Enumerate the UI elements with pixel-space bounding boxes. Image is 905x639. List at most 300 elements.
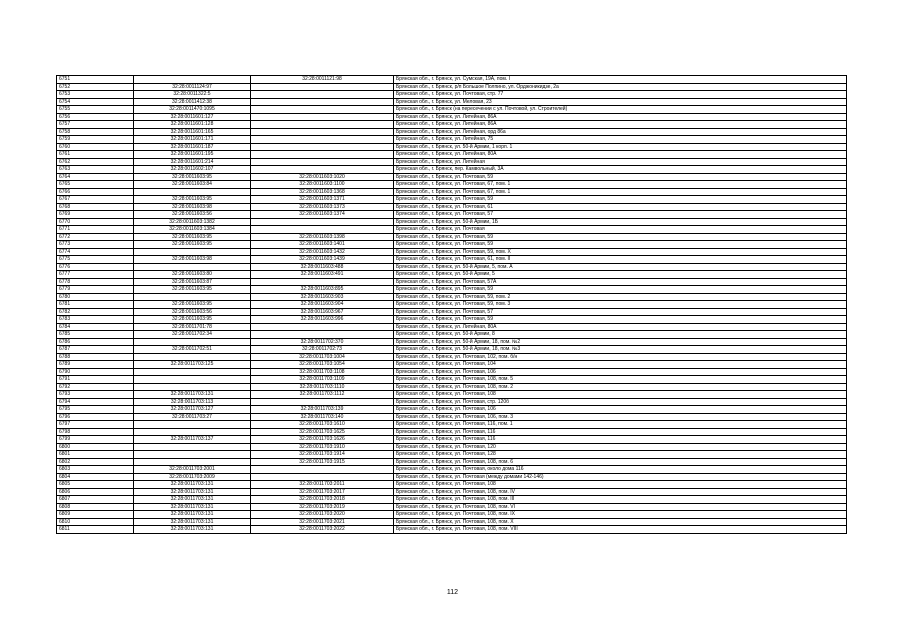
row-number-cell: 6804: [57, 473, 134, 481]
land-cadastral-number-cell: 32:28:0011703:2001: [134, 466, 251, 474]
land-cadastral-number-cell: [134, 383, 251, 391]
land-cadastral-number-cell: 32:28:0011703:137: [134, 436, 251, 444]
registry-table: [56, 75, 847, 534]
land-cadastral-number-cell: 32:28:0011601:214: [134, 158, 251, 166]
land-cadastral-number-cell: 32:28:0011703:125: [134, 361, 251, 369]
row-number-cell: 6773: [57, 241, 134, 249]
object-cadastral-number-cell: [251, 91, 394, 99]
table-row: [57, 458, 847, 466]
land-cadastral-number-cell: 32:28:0011601:165: [134, 128, 251, 136]
object-cadastral-number-cell: 32:28:0011703:1610: [251, 421, 394, 429]
land-cadastral-number-cell: [134, 293, 251, 301]
table-row: [57, 308, 847, 316]
table-row: [57, 331, 847, 339]
land-cadastral-number-cell: [134, 263, 251, 271]
land-cadastral-number-cell: 32:28:0011601:187: [134, 143, 251, 151]
table-row: [57, 488, 847, 496]
land-cadastral-number-cell: 32:28:0011603:95: [134, 241, 251, 249]
table-row: [57, 301, 847, 309]
address-cell: Брянская обл., г. Брянск, ул. Почтовая, 59, пом. 2: [394, 293, 847, 301]
address-cell: Брянская обл., г. Брянск, ул. Почтовая, 59: [394, 316, 847, 324]
address-cell: Брянская обл., г. Брянск, ул. Почтовая, 108, пом. IX: [394, 511, 847, 519]
address-cell: Брянская обл., г. Брянск, ул. Литейная, 80А: [394, 151, 847, 159]
object-cadastral-number-cell: 32:28:0011703:140: [251, 413, 394, 421]
land-cadastral-number-cell: 32:28:0011703:113: [134, 398, 251, 406]
object-cadastral-number-cell: 32:28:0011703:2019: [251, 503, 394, 511]
row-number-cell: 6758: [57, 128, 134, 136]
table-row: [57, 518, 847, 526]
table-row: [57, 368, 847, 376]
row-number-cell: 6811: [57, 526, 134, 534]
object-cadastral-number-cell: [251, 121, 394, 129]
row-number-cell: 6772: [57, 233, 134, 241]
row-number-cell: 6785: [57, 331, 134, 339]
address-cell: Брянская обл., г. Брянск, ул. Почтовая, стр. 120б: [394, 398, 847, 406]
object-cadastral-number-cell: 32:28:0011603:1439: [251, 256, 394, 264]
object-cadastral-number-cell: [251, 113, 394, 121]
object-cadastral-number-cell: [251, 226, 394, 234]
land-cadastral-number-cell: 32:28:0011601:195: [134, 151, 251, 159]
table-row: [57, 173, 847, 181]
land-cadastral-number-cell: 32:28:0011603:95: [134, 316, 251, 324]
table-row: [57, 196, 847, 204]
row-number-cell: 6783: [57, 316, 134, 324]
address-cell: Брянская обл., г. Брянск, ул. 50-й Армии, 1Б: [394, 218, 847, 226]
row-number-cell: 6808: [57, 503, 134, 511]
table-row: [57, 376, 847, 384]
address-cell: Брянская обл., г. Брянск, ул. Почтовая, 59: [394, 233, 847, 241]
object-cadastral-number-cell: 32:28:0011703:139: [251, 406, 394, 414]
row-number-cell: 6752: [57, 83, 134, 91]
address-cell: Брянская обл., г. Брянск, ул. Почтовая, 106, пом. 3: [394, 413, 847, 421]
address-cell: Брянская обл., г. Брянск, ул. Почтовая, 61: [394, 203, 847, 211]
row-number-cell: 6778: [57, 278, 134, 286]
object-cadastral-number-cell: 32:28:0011603:1373: [251, 203, 394, 211]
table-row: [57, 128, 847, 136]
land-cadastral-number-cell: 32:28:0011703:131: [134, 518, 251, 526]
land-cadastral-number-cell: [134, 338, 251, 346]
row-number-cell: 6780: [57, 293, 134, 301]
table-row: [57, 443, 847, 451]
object-cadastral-number-cell: [251, 106, 394, 114]
object-cadastral-number-cell: 32:28:0011603:904: [251, 301, 394, 309]
land-cadastral-number-cell: 32:28:0011603:87: [134, 278, 251, 286]
object-cadastral-number-cell: [251, 473, 394, 481]
address-cell: Брянская обл., г. Брянск, ул. Сумская, 19А, пом. I: [394, 76, 847, 84]
object-cadastral-number-cell: 32:28:0011603:996: [251, 316, 394, 324]
land-cadastral-number-cell: 32:28:0011703:27: [134, 413, 251, 421]
land-cadastral-number-cell: 32:28:0011703:131: [134, 488, 251, 496]
land-cadastral-number-cell: 32:28:0011703:131: [134, 526, 251, 534]
table-row: [57, 121, 847, 129]
table-row: [57, 203, 847, 211]
table-row: [57, 271, 847, 279]
address-cell: Брянская обл., г. Брянск, ул. Почтовая: [394, 226, 847, 234]
object-cadastral-number-cell: 32:28:0011703:2017: [251, 488, 394, 496]
row-number-cell: 6767: [57, 196, 134, 204]
table-row: [57, 398, 847, 406]
object-cadastral-number-cell: 32:28:0011703:1626: [251, 436, 394, 444]
land-cadastral-number-cell: 32:28:0011603:95: [134, 196, 251, 204]
table-row: [57, 503, 847, 511]
address-cell: Брянская обл., г. Брянск, ул. Почтовая, 108, пом. IV: [394, 488, 847, 496]
table-row: [57, 143, 847, 151]
table-row: [57, 293, 847, 301]
object-cadastral-number-cell: [251, 128, 394, 136]
row-number-cell: 6802: [57, 458, 134, 466]
land-cadastral-number-cell: 32:28:0011124:97: [134, 83, 251, 91]
row-number-cell: 6798: [57, 428, 134, 436]
object-cadastral-number-cell: [251, 331, 394, 339]
address-cell: Брянская обл., г. Брянск, ул. Меловая, 23: [394, 98, 847, 106]
table-row: [57, 106, 847, 114]
row-number-cell: 6781: [57, 301, 134, 309]
object-cadastral-number-cell: 32:28:0011703:1112: [251, 391, 394, 399]
row-number-cell: 6771: [57, 226, 134, 234]
table-row: [57, 511, 847, 519]
address-cell: Брянская обл., г. Брянск, ул. Почтовая, 108, пом. VIII: [394, 526, 847, 534]
object-cadastral-number-cell: 32:28:0011703:1914: [251, 451, 394, 459]
object-cadastral-number-cell: 32:28:0011703:1004: [251, 353, 394, 361]
table-row: [57, 136, 847, 144]
table-row: [57, 263, 847, 271]
row-number-cell: 6810: [57, 518, 134, 526]
address-cell: Брянская обл., г. Брянск, ул. Почтовая, 108, пом. 5: [394, 376, 847, 384]
table-row: [57, 353, 847, 361]
table-row: [57, 158, 847, 166]
row-number-cell: 6787: [57, 346, 134, 354]
land-cadastral-number-cell: 32:28:0011601:128: [134, 121, 251, 129]
row-number-cell: 6760: [57, 143, 134, 151]
land-cadastral-number-cell: 32:28:0011603:95: [134, 301, 251, 309]
object-cadastral-number-cell: 32:28:0011703:1108: [251, 368, 394, 376]
object-cadastral-number-cell: 32:28:0011603:488: [251, 263, 394, 271]
address-cell: Брянская обл., г. Брянск, ул. Почтовая, 61, пом. II: [394, 256, 847, 264]
address-cell: Брянская обл., г. Брянск, ул. Почтовая, 116: [394, 428, 847, 436]
row-number-cell: 6762: [57, 158, 134, 166]
table-row: [57, 188, 847, 196]
land-cadastral-number-cell: 32:28:0011703:2009: [134, 473, 251, 481]
row-number-cell: 6803: [57, 466, 134, 474]
address-cell: Брянская обл., г. Брянск, ул. Почтовая, 108, пом. III: [394, 496, 847, 504]
table-row: [57, 286, 847, 294]
registry-table-body: [57, 76, 847, 534]
address-cell: Брянская обл., г. Брянск, ул. Почтовая, 59: [394, 241, 847, 249]
row-number-cell: 6755: [57, 106, 134, 114]
row-number-cell: 6809: [57, 511, 134, 519]
land-cadastral-number-cell: 32:28:0011602:107: [134, 166, 251, 174]
table-row: [57, 98, 847, 106]
row-number-cell: 6794: [57, 398, 134, 406]
address-cell: Брянская обл., г. Брянск, ул. Литейная, 86А: [394, 113, 847, 121]
table-row: [57, 473, 847, 481]
row-number-cell: 6786: [57, 338, 134, 346]
land-cadastral-number-cell: [134, 353, 251, 361]
land-cadastral-number-cell: 32:28:0011603:1384: [134, 226, 251, 234]
row-number-cell: 6770: [57, 218, 134, 226]
object-cadastral-number-cell: 32:28:0011702:73: [251, 346, 394, 354]
address-cell: Брянская обл., г. Брянск, ул. Почтовая, 59, пом. 3: [394, 301, 847, 309]
land-cadastral-number-cell: 32:28:0011603:80: [134, 271, 251, 279]
table-row: [57, 361, 847, 369]
address-cell: Брянская обл., г. Брянск, пер. Камвольный, 3А: [394, 166, 847, 174]
object-cadastral-number-cell: 32:28:0011603:903: [251, 293, 394, 301]
row-number-cell: 6759: [57, 136, 134, 144]
table-row: [57, 451, 847, 459]
object-cadastral-number-cell: 32:28:0011703:1109: [251, 376, 394, 384]
address-cell: Брянская обл., г. Брянск, ул. 50-й Армии, 8: [394, 331, 847, 339]
row-number-cell: 6788: [57, 353, 134, 361]
table-row: [57, 166, 847, 174]
address-cell: Брянская обл., г. Брянск, ул. Почтовая, 108, пом. Х: [394, 518, 847, 526]
land-cadastral-number-cell: [134, 376, 251, 384]
land-cadastral-number-cell: 32:28:0011703:131: [134, 391, 251, 399]
land-cadastral-number-cell: [134, 458, 251, 466]
object-cadastral-number-cell: 32:28:0011703:1915: [251, 458, 394, 466]
address-cell: Брянская обл., г. Брянск, ул. Почтовая, 59: [394, 286, 847, 294]
address-cell: Брянская обл., г. Брянск, ул. Литейная, 75: [394, 136, 847, 144]
address-cell: Брянская обл., г. Брянск, ул. 50-й Армии, 1 корп. 1: [394, 143, 847, 151]
table-row: [57, 256, 847, 264]
row-number-cell: 6754: [57, 98, 134, 106]
object-cadastral-number-cell: [251, 98, 394, 106]
address-cell: Брянская обл., г. Брянск, ул. Почтовая, около дома 116: [394, 466, 847, 474]
land-cadastral-number-cell: [134, 443, 251, 451]
address-cell: Брянская обл., г. Брянск, ул. Почтовая, 59: [394, 196, 847, 204]
row-number-cell: 6776: [57, 263, 134, 271]
land-cadastral-number-cell: [134, 76, 251, 84]
object-cadastral-number-cell: 32:28:0011703:1910: [251, 443, 394, 451]
table-row: [57, 278, 847, 286]
object-cadastral-number-cell: 32:28:0011603:1374: [251, 211, 394, 219]
table-row: [57, 481, 847, 489]
table-row: [57, 466, 847, 474]
table-row: [57, 91, 847, 99]
address-cell: Брянская обл., г. Брянск (на пересечении с ул. Почтовой, ул. Строителей): [394, 106, 847, 114]
row-number-cell: 6797: [57, 421, 134, 429]
land-cadastral-number-cell: 32:28:0011412:38: [134, 98, 251, 106]
address-cell: Брянская обл., г. Брянск, ул. Почтовая, 120: [394, 443, 847, 451]
object-cadastral-number-cell: 32:28:0011603:1371: [251, 196, 394, 204]
row-number-cell: 6782: [57, 308, 134, 316]
table-row: [57, 151, 847, 159]
table-row: [57, 526, 847, 534]
land-cadastral-number-cell: 32:28:0011603:95: [134, 173, 251, 181]
object-cadastral-number-cell: 32:28:0011703:2011: [251, 481, 394, 489]
table-row: [57, 436, 847, 444]
row-number-cell: 6769: [57, 211, 134, 219]
object-cadastral-number-cell: 32:28:0011603:1432: [251, 248, 394, 256]
row-number-cell: 6800: [57, 443, 134, 451]
address-cell: Брянская обл., г. Брянск, ул. Почтовая, 116: [394, 436, 847, 444]
address-cell: Брянская обл., г. Брянск, ул. Почтовая (между домами 142-146): [394, 473, 847, 481]
row-number-cell: 6766: [57, 188, 134, 196]
row-number-cell: 6791: [57, 376, 134, 384]
row-number-cell: 6805: [57, 481, 134, 489]
address-cell: Брянская обл., г. Брянск, ул. Почтовая, 108: [394, 481, 847, 489]
object-cadastral-number-cell: 32:28:0011603:967: [251, 308, 394, 316]
row-number-cell: 6801: [57, 451, 134, 459]
object-cadastral-number-cell: 32:28:0011703:1625: [251, 428, 394, 436]
table-row: [57, 421, 847, 429]
address-cell: Брянская обл., г. Брянск, ул. Почтовая, 102, пом. б/н: [394, 353, 847, 361]
address-cell: Брянская обл., г. Брянск, ул. 50-й Армии, 18, пом. №2: [394, 338, 847, 346]
object-cadastral-number-cell: [251, 136, 394, 144]
address-cell: Брянская обл., г. Брянск, ул. Почтовая, 59: [394, 173, 847, 181]
object-cadastral-number-cell: 32:28:0011703:1110: [251, 383, 394, 391]
land-cadastral-number-cell: 32:28:0011322:5: [134, 91, 251, 99]
page-number: 112: [446, 589, 459, 596]
object-cadastral-number-cell: 32:28:0011603:1100: [251, 181, 394, 189]
object-cadastral-number-cell: 32:28:0011603:1398: [251, 233, 394, 241]
land-cadastral-number-cell: 32:28:0011603:98: [134, 203, 251, 211]
object-cadastral-number-cell: 32:28:0011603:1020: [251, 173, 394, 181]
table-row: [57, 218, 847, 226]
address-cell: Брянская обл., г. Брянск, ул. Почтовая, 57: [394, 308, 847, 316]
table-row: [57, 338, 847, 346]
address-cell: Брянская обл., г. Брянск, р/п Большое Полпино, ул. Орджоникидзе, 2а: [394, 83, 847, 91]
table-row: [57, 323, 847, 331]
object-cadastral-number-cell: [251, 151, 394, 159]
row-number-cell: 6774: [57, 248, 134, 256]
land-cadastral-number-cell: 32:28:0011703:131: [134, 481, 251, 489]
row-number-cell: 6807: [57, 496, 134, 504]
row-number-cell: 6795: [57, 406, 134, 414]
land-cadastral-number-cell: 32:28:0011603:95: [134, 286, 251, 294]
land-cadastral-number-cell: 32:28:0011470:1095: [134, 106, 251, 114]
table-row: [57, 181, 847, 189]
land-cadastral-number-cell: [134, 421, 251, 429]
land-cadastral-number-cell: 32:28:0011701:78: [134, 323, 251, 331]
address-cell: Брянская обл., г. Брянск, ул. Литейная, орд 86а: [394, 128, 847, 136]
row-number-cell: 6792: [57, 383, 134, 391]
table-row: [57, 241, 847, 249]
row-number-cell: 6765: [57, 181, 134, 189]
land-cadastral-number-cell: [134, 368, 251, 376]
object-cadastral-number-cell: [251, 158, 394, 166]
object-cadastral-number-cell: [251, 143, 394, 151]
land-cadastral-number-cell: 32:28:0011601:127: [134, 113, 251, 121]
object-cadastral-number-cell: 32:28:0011121:98: [251, 76, 394, 84]
table-row: [57, 496, 847, 504]
address-cell: Брянская обл., г. Брянск, ул. Литейная: [394, 158, 847, 166]
land-cadastral-number-cell: [134, 248, 251, 256]
table-row: [57, 248, 847, 256]
row-number-cell: 6793: [57, 391, 134, 399]
address-cell: Брянская обл., г. Брянск, ул. Почтовая, 116, пом. 1: [394, 421, 847, 429]
land-cadastral-number-cell: 32:28:0011603:1382: [134, 218, 251, 226]
object-cadastral-number-cell: [251, 83, 394, 91]
row-number-cell: 6751: [57, 76, 134, 84]
row-number-cell: 6796: [57, 413, 134, 421]
table-row: [57, 391, 847, 399]
object-cadastral-number-cell: 32:28:0011703:2021: [251, 518, 394, 526]
row-number-cell: 6757: [57, 121, 134, 129]
land-cadastral-number-cell: 32:28:0011702:51: [134, 346, 251, 354]
table-row: [57, 346, 847, 354]
object-cadastral-number-cell: [251, 278, 394, 286]
table-row: [57, 316, 847, 324]
object-cadastral-number-cell: [251, 398, 394, 406]
land-cadastral-number-cell: [134, 188, 251, 196]
table-row: [57, 83, 847, 91]
table-row: [57, 413, 847, 421]
land-cadastral-number-cell: [134, 451, 251, 459]
address-cell: Брянская обл., г. Брянск, ул. Почтовая, 57А: [394, 278, 847, 286]
row-number-cell: 6799: [57, 436, 134, 444]
row-number-cell: 6764: [57, 173, 134, 181]
object-cadastral-number-cell: 32:28:0011703:2020: [251, 511, 394, 519]
address-cell: Брянская обл., г. Брянск, ул. 50-й Армии, 5, пом. А: [394, 263, 847, 271]
land-cadastral-number-cell: 32:28:0011603:84: [134, 181, 251, 189]
land-cadastral-number-cell: 32:28:0011603:95: [134, 233, 251, 241]
object-cadastral-number-cell: 32:28:0011603:1401: [251, 241, 394, 249]
object-cadastral-number-cell: [251, 466, 394, 474]
row-number-cell: 6784: [57, 323, 134, 331]
address-cell: Брянская обл., г. Брянск, ул. Почтовая, 108: [394, 391, 847, 399]
address-cell: Брянская обл., г. Брянск, ул. Литейная, 86А: [394, 121, 847, 129]
row-number-cell: 6756: [57, 113, 134, 121]
land-cadastral-number-cell: 32:28:0011603:98: [134, 256, 251, 264]
row-number-cell: 6763: [57, 166, 134, 174]
address-cell: Брянская обл., г. Брянск, ул. Почтовая, 59, пом. Х: [394, 248, 847, 256]
address-cell: Брянская обл., г. Брянск, ул. Почтовая, 57: [394, 211, 847, 219]
address-cell: Брянская обл., г. Брянск, ул. 50-й Армии, 18, пом. №3: [394, 346, 847, 354]
land-cadastral-number-cell: 32:28:0011603:56: [134, 308, 251, 316]
address-cell: Брянская обл., г. Брянск, ул. Почтовая, 104: [394, 361, 847, 369]
object-cadastral-number-cell: 32:28:0011702:370: [251, 338, 394, 346]
object-cadastral-number-cell: 32:28:0011703:2022: [251, 526, 394, 534]
row-number-cell: 6768: [57, 203, 134, 211]
object-cadastral-number-cell: 32:28:0011703:2018: [251, 496, 394, 504]
table-row: [57, 226, 847, 234]
table-row: [57, 428, 847, 436]
table-row: [57, 76, 847, 84]
land-cadastral-number-cell: 32:28:0011603:56: [134, 211, 251, 219]
address-cell: Брянская обл., г. Брянск, ул. Почтовая, 67, пом. 1: [394, 181, 847, 189]
object-cadastral-number-cell: 32:28:0011603:491: [251, 271, 394, 279]
row-number-cell: 6775: [57, 256, 134, 264]
table-row: [57, 406, 847, 414]
table-row: [57, 383, 847, 391]
address-cell: Брянская обл., г. Брянск, ул. 50-й Армии, 5: [394, 271, 847, 279]
address-cell: Брянская обл., г. Брянск, ул. Почтовая, стр. 77: [394, 91, 847, 99]
address-cell: Брянская обл., г. Брянск, ул. Почтовая, 108, пом. 6: [394, 458, 847, 466]
address-cell: Брянская обл., г. Брянск, ул. Почтовая, 108, пом. VI: [394, 503, 847, 511]
land-cadastral-number-cell: [134, 428, 251, 436]
land-cadastral-number-cell: 32:28:0011703:127: [134, 406, 251, 414]
object-cadastral-number-cell: [251, 166, 394, 174]
address-cell: Брянская обл., г. Брянск, ул. Почтовая, 106: [394, 406, 847, 414]
land-cadastral-number-cell: 32:28:0011703:131: [134, 511, 251, 519]
address-cell: Брянская обл., г. Брянск, ул. Почтовая, 106: [394, 368, 847, 376]
object-cadastral-number-cell: [251, 323, 394, 331]
address-cell: Брянская обл., г. Брянск, ул. Литейная, 80А: [394, 323, 847, 331]
row-number-cell: 6789: [57, 361, 134, 369]
table-row: [57, 233, 847, 241]
row-number-cell: 6779: [57, 286, 134, 294]
object-cadastral-number-cell: 32:28:0011703:1054: [251, 361, 394, 369]
land-cadastral-number-cell: 32:28:0011702:34: [134, 331, 251, 339]
land-cadastral-number-cell: 32:28:0011601:171: [134, 136, 251, 144]
table-row: [57, 211, 847, 219]
address-cell: Брянская обл., г. Брянск, ул. Почтовая, 108, пом. 2: [394, 383, 847, 391]
row-number-cell: 6761: [57, 151, 134, 159]
object-cadastral-number-cell: 32:28:0011603:895: [251, 286, 394, 294]
row-number-cell: 6790: [57, 368, 134, 376]
address-cell: Брянская обл., г. Брянск, ул. Почтовая, 128: [394, 451, 847, 459]
object-cadastral-number-cell: [251, 218, 394, 226]
